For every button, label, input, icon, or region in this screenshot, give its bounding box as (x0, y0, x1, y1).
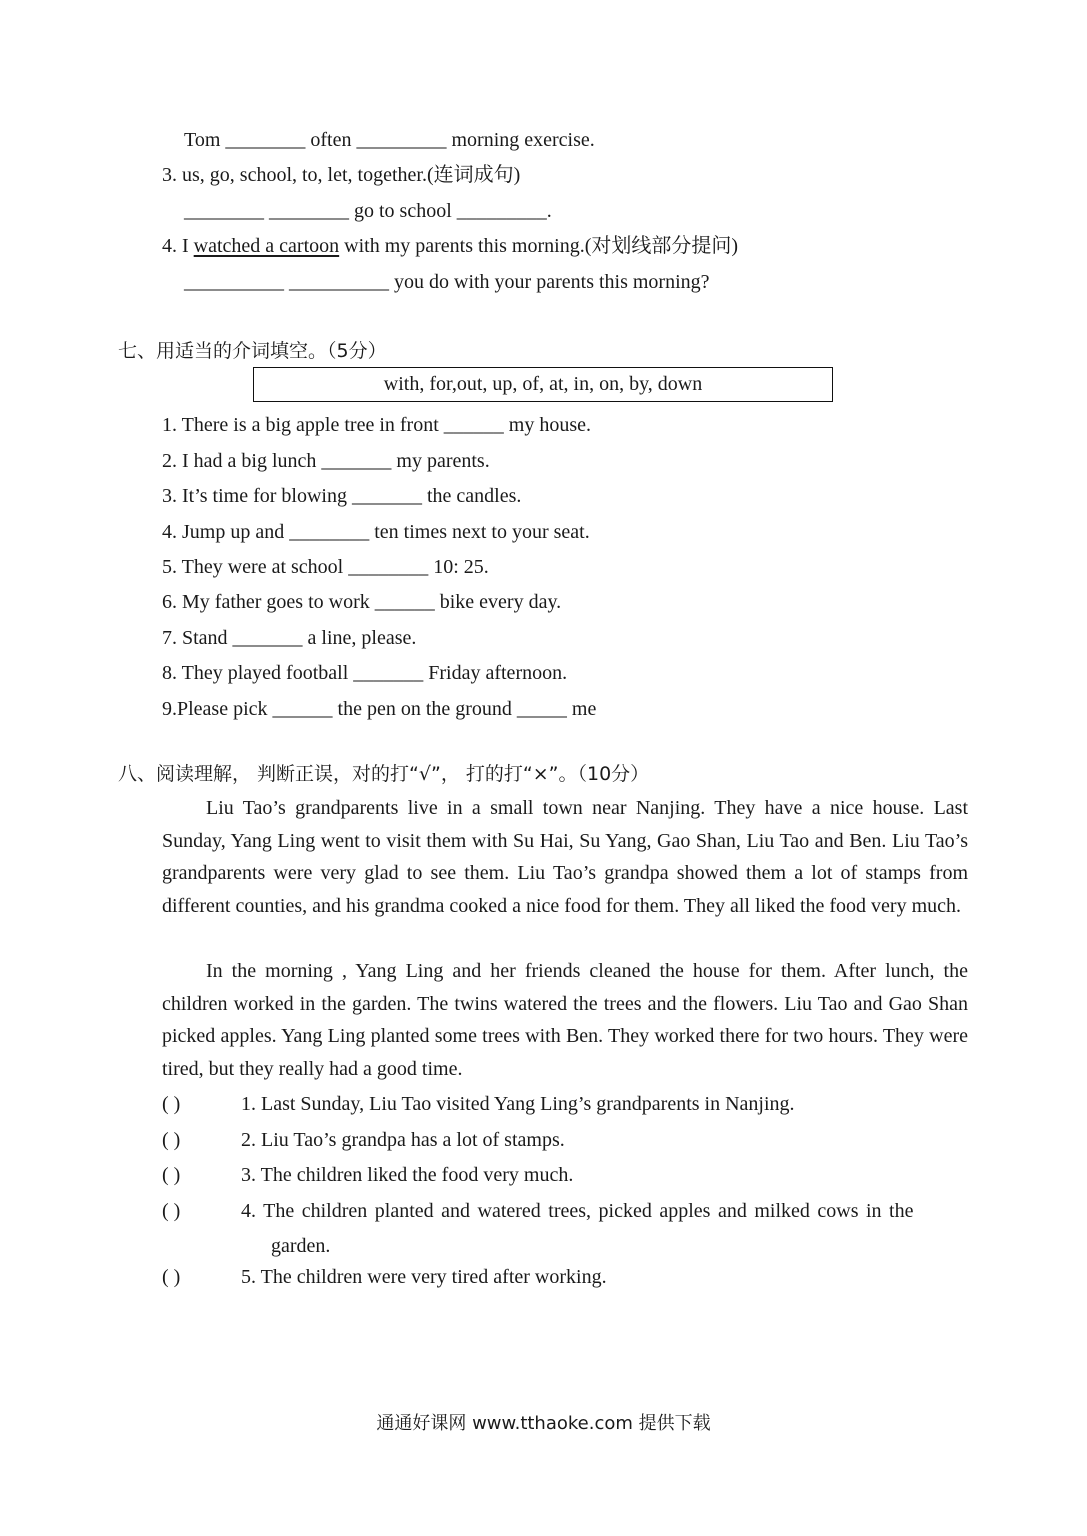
question-4-suffix: with my parents this morning.(对划线部分提问) (339, 235, 739, 257)
answer-bracket-3: ( ) (162, 1164, 181, 1186)
prep-item-7: 7. Stand _______ a line, please. (162, 627, 417, 649)
statement-2: 2. Liu Tao’s grandpa has a lot of stamps. (241, 1129, 565, 1151)
statement-5: 5. The children were very tired after working. (241, 1266, 607, 1288)
footer-credit: 通通好课网 www.tthaoke.com 提供下载 (376, 1413, 711, 1434)
word-bank: with, for,out, up, of, at, in, on, by, down (253, 367, 833, 402)
reading-paragraph-1: Liu Tao’s grandparents live in a small town near Nanjing. They have a nice house. Last Sunday, Yang Ling went to visit them with Su Hai, Su Yang, Gao Shan, Liu Tao and Ben. Liu Tao’s grandparents were very glad to see them. Liu Tao’s grandpa showed them a lot of stamps from different counties, and his grandma cooked a nice food for them. They all liked the food very much. (162, 797, 968, 917)
prep-item-5: 5. They were at school ________ 10: 25. (162, 556, 489, 578)
reading-paragraph-2: In the morning , Yang Ling and her friends cleaned the house for them. After lunch, the children worked in the garden. The twins watered the trees and the flowers. Liu Tao and Gao Shan picked apples. Yang Ling planted some trees with Ben. They worked there for two hours. They were tired, but they really had a good time. (162, 960, 968, 1080)
prep-item-6: 6. My father goes to work ______ bike every day. (162, 591, 562, 613)
answer-bracket-1: ( ) (162, 1093, 181, 1115)
question-4 (162, 234, 738, 258)
answer-bracket-2: ( ) (162, 1129, 181, 1151)
question-4-underlined: watched a cartoon (193, 235, 340, 257)
question-3: 3. us, go, school, to, let, together.(连词成句) (162, 164, 521, 186)
statement-4-continued: garden. (271, 1235, 331, 1257)
tom-fill-line: Tom ________ often _________ morning exercise. (184, 129, 595, 151)
prep-item-1: 1. There is a big apple tree in front ______ my house. (162, 414, 591, 436)
prep-item-2: 2. I had a big lunch _______ my parents. (162, 450, 490, 472)
question-4-prefix: 4. I (162, 235, 194, 257)
prep-item-4: 4. Jump up and ________ ten times next to your seat. (162, 521, 590, 543)
section-7-heading: 七、用适当的介词填空。（5分） (118, 340, 387, 362)
answer-bracket-5: ( ) (162, 1266, 181, 1288)
answer-bracket-4: ( ) (162, 1200, 181, 1222)
prep-item-8: 8. They played football _______ Friday afternoon. (162, 662, 568, 684)
statement-3: 3. The children liked the food very much. (241, 1164, 574, 1186)
prep-item-9: 9.Please pick ______ the pen on the ground _____ me (162, 698, 597, 720)
prep-item-3: 3. It’s time for blowing _______ the candles. (162, 485, 522, 507)
section-8-heading: 八、阅读理解， 判断正误，对的打“√”， 打的打“×”。（10分） (118, 763, 650, 785)
question-4-answer: __________ __________ you do with your parents this morning? (184, 271, 710, 293)
statement-1: 1. Last Sunday, Liu Tao visited Yang Ling’s grandparents in Nanjing. (241, 1093, 795, 1115)
statement-4: 4. The children planted and watered trees, picked apples and milked cows in the (241, 1200, 914, 1222)
question-3-answer: ________ ________ go to school _________. (184, 200, 552, 222)
